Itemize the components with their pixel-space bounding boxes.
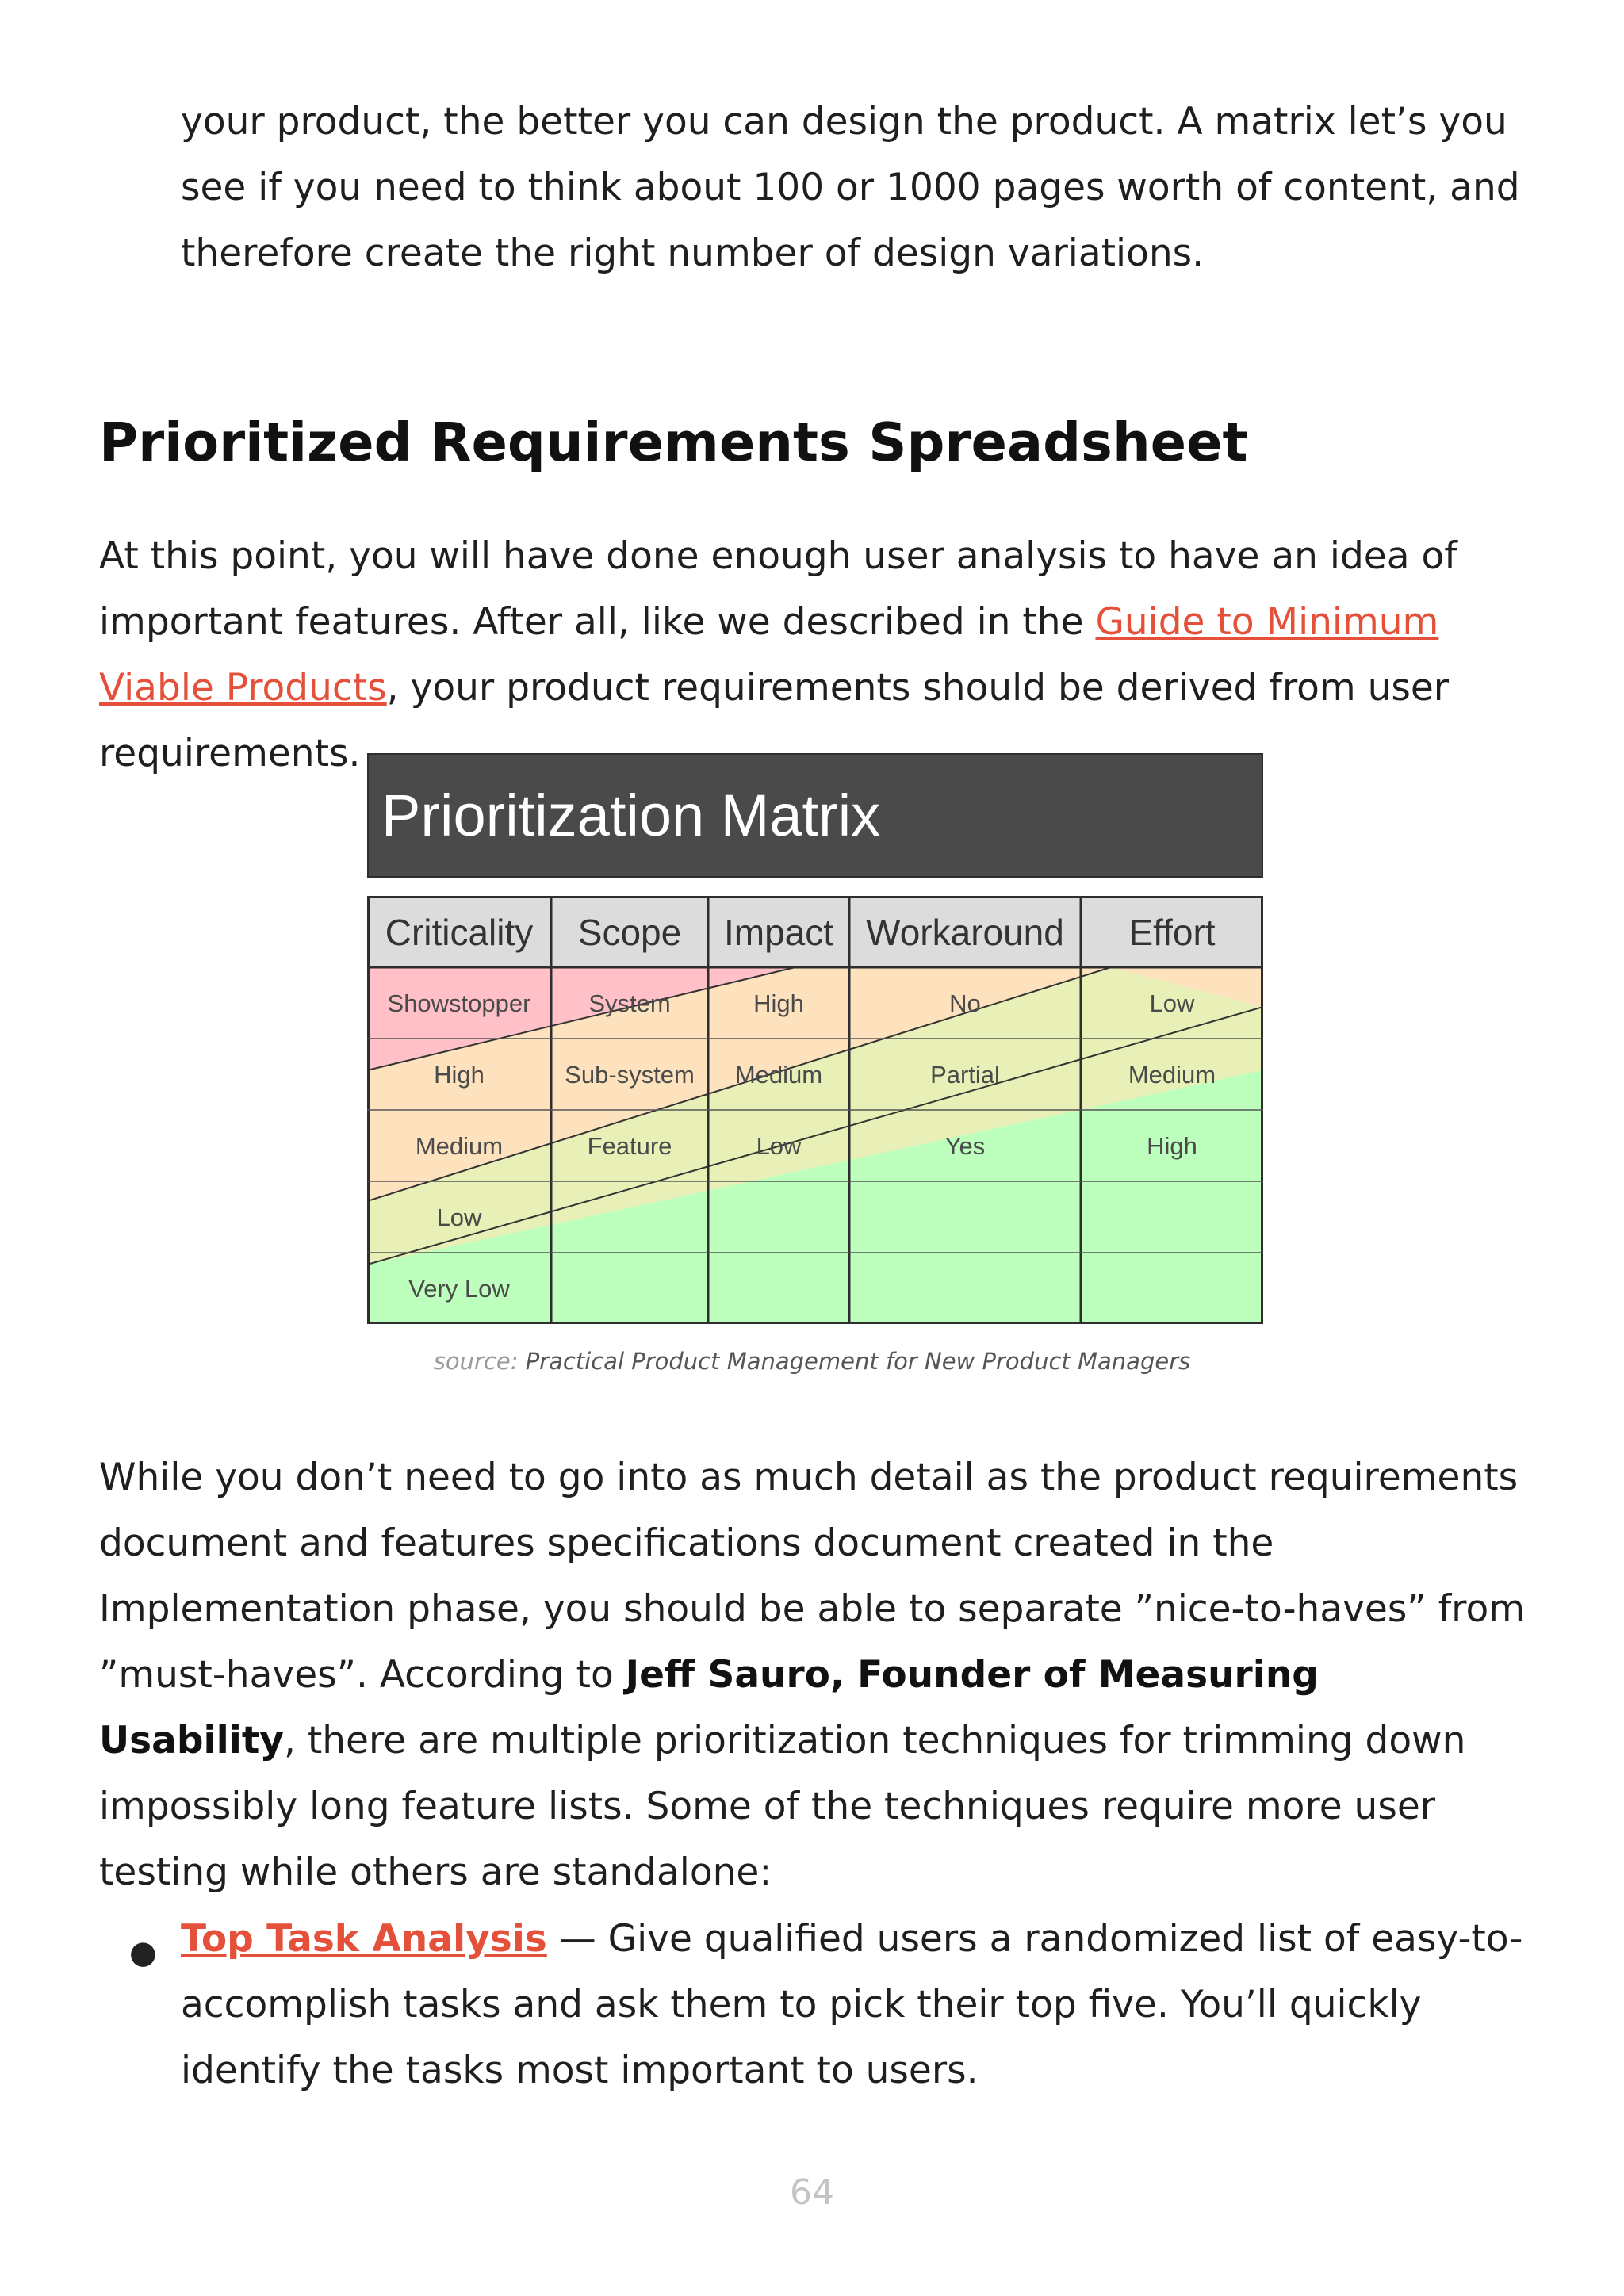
cell: System — [588, 989, 671, 1017]
section-heading: Prioritized Requirements Spreadsheet — [99, 411, 1248, 473]
cell: Very Low — [408, 1275, 510, 1303]
mvp-guide-link[interactable]: Guide to Minimum Viable Products — [99, 600, 1439, 710]
intro-paragraph: your product, the better you can design the product. A matrix let’s you see if you need to think about 100 or 1000 pages worth of content, and therefore create the right number of design variations. — [181, 100, 1520, 275]
cell: Feature — [587, 1132, 672, 1160]
jeff-sauro-bold: Jeff Sauro, Founder of Measuring Usability — [99, 1653, 1319, 1762]
cell: Medium — [734, 1061, 823, 1089]
cell: Low — [436, 1203, 482, 1231]
matrix-table — [367, 896, 1263, 1324]
cell: High — [753, 989, 804, 1017]
cell: Yes — [944, 1132, 986, 1160]
cell: Showstopper — [387, 989, 531, 1017]
cell: Partial — [930, 1061, 1000, 1089]
figure-caption: source: Practical Product Management for New Product Managers — [433, 1348, 1191, 1375]
column-header-scope: Scope — [577, 912, 682, 953]
cell: No — [949, 989, 981, 1017]
page-number: 64 — [790, 2172, 834, 2213]
matrix-title: Prioritization Matrix — [381, 783, 881, 848]
cell: Low — [756, 1132, 802, 1160]
section-paragraph: At this point, you will have done enough user analysis to have an idea of important features. After all, like we described in the Guide to Minimum Viable Products, your product requirements should be derived from user requirements. — [99, 534, 1457, 775]
list-item: Top Task Analysis — Give qualified users a randomized list of easy-to-accomplish tasks and ask them to pick their top five. You’ll quickly identify the tasks most important to users. — [181, 1917, 1523, 2092]
cell: Sub-system — [565, 1061, 695, 1089]
prioritization-matrix-figure — [367, 753, 1263, 1324]
column-header-criticality: Criticality — [385, 912, 534, 953]
bullet-icon: ● — [129, 1934, 157, 1971]
cell: Low — [1149, 989, 1195, 1017]
cell: Medium — [415, 1132, 504, 1160]
body-paragraph: While you don’t need to go into as much detail as the product requirements document and features specifications document created in the Implementation phase, you should be able to separate ”nice-to-haves” from ”must-haves”. According to Jeff Sauro, Founder of Measuring Usability, there are multiple prioritization techniques for trimming down impossibly long feature lists. Some of the techniques require more user testing while others are standalone: — [99, 1456, 1526, 1894]
column-header-impact: Impact — [723, 912, 834, 953]
column-header-effort: Effort — [1128, 912, 1216, 953]
matrix-title-bar — [367, 753, 1263, 878]
column-header-workaround: Workaround — [866, 912, 1064, 953]
cell: Medium — [1128, 1061, 1216, 1089]
top-task-analysis-link[interactable]: Top Task Analysis — [181, 1917, 547, 1961]
cell: High — [434, 1061, 485, 1089]
cell: High — [1147, 1132, 1197, 1160]
